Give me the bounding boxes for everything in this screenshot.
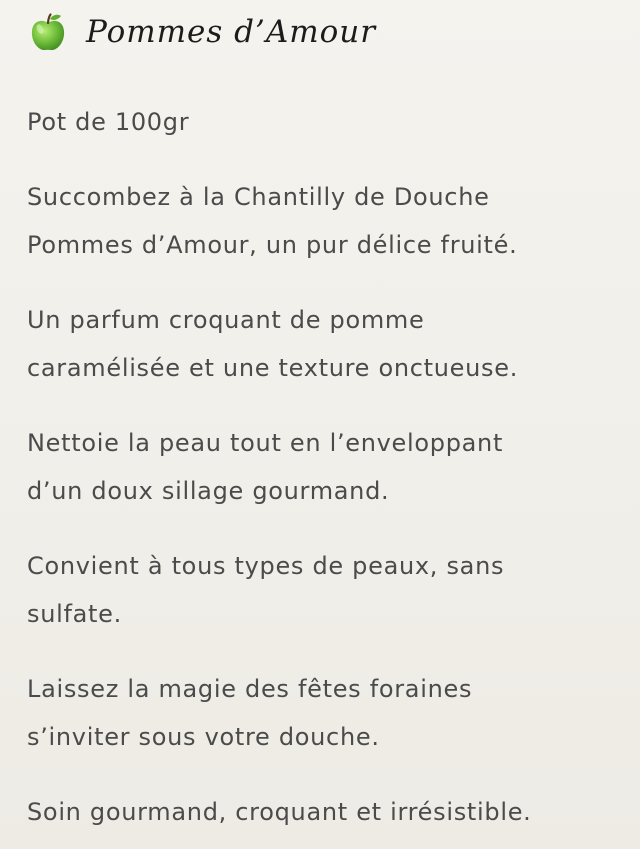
text-line: Un parfum croquant de pomme bbox=[27, 306, 425, 334]
text-line: Soin gourmand, croquant et irrésistible. bbox=[27, 798, 532, 826]
paragraph-closing bbox=[27, 788, 617, 836]
product-header bbox=[26, 10, 376, 54]
paragraph-skin-types bbox=[27, 542, 617, 638]
product-size: Pot de 100gr bbox=[27, 108, 190, 136]
text-line: s’inviter sous votre douche. bbox=[27, 723, 380, 751]
text-line: Succombez à la Chantilly de Douche bbox=[27, 183, 490, 211]
text-line: Convient à tous types de peaux, sans bbox=[27, 552, 505, 580]
paragraph-intro bbox=[27, 173, 617, 269]
text-line: Laissez la magie des fêtes foraines bbox=[27, 675, 473, 703]
paragraph-scent bbox=[27, 296, 617, 392]
text-line: Nettoie la peau tout en l’enveloppant bbox=[27, 429, 504, 457]
green-apple-icon bbox=[26, 10, 70, 54]
text-line: d’un doux sillage gourmand. bbox=[27, 477, 390, 505]
paragraph-cleanse bbox=[27, 419, 617, 515]
text-line: caramélisée et une texture onctueuse. bbox=[27, 354, 519, 382]
paragraph-fun-fair bbox=[27, 665, 617, 761]
text-line: sulfate. bbox=[27, 600, 122, 628]
product-description bbox=[27, 98, 617, 836]
page-title: Pommes d’Amour bbox=[86, 14, 377, 50]
text-line: Pommes d’Amour, un pur délice fruité. bbox=[27, 231, 518, 259]
